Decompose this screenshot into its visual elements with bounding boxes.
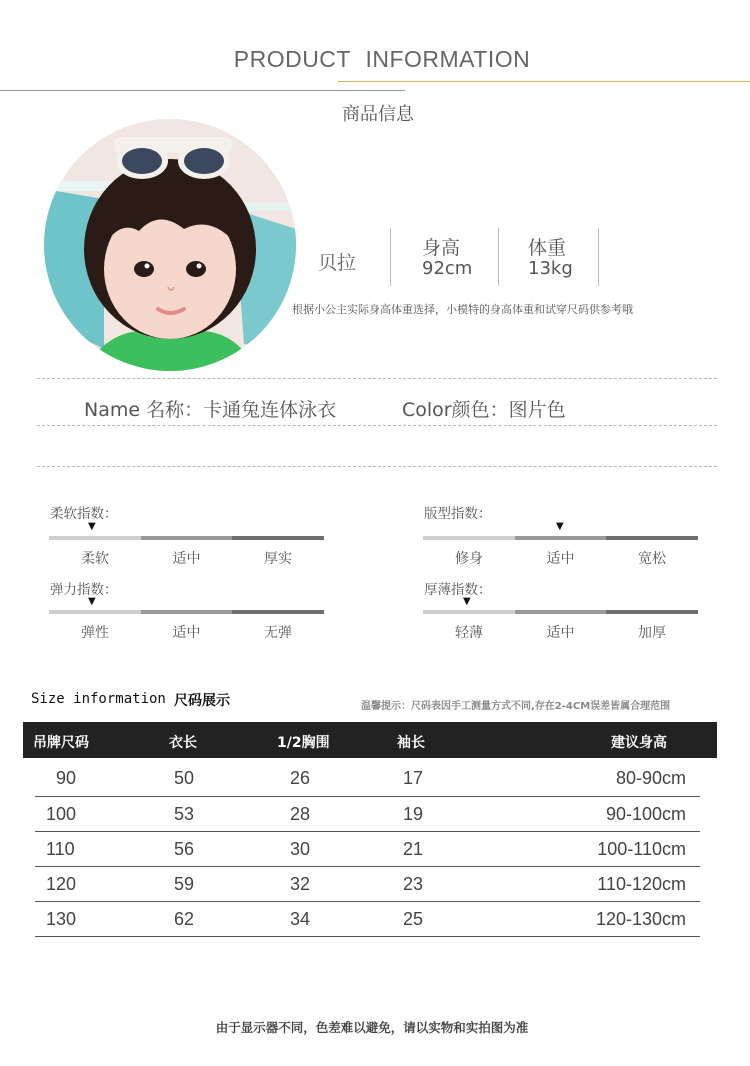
height-label: 身高 — [422, 237, 461, 259]
title-underline-gray — [0, 90, 405, 91]
row-divider — [35, 831, 700, 832]
column-header: 衣长 — [169, 735, 197, 751]
title-underline-gold — [338, 81, 750, 82]
elasticity-bar — [49, 610, 324, 614]
table-cell: 100 — [46, 804, 77, 824]
column-header: 1/2胸围 — [277, 735, 330, 751]
model-note: 根据小公主实际身高体重选择，小模特的身高体重和试穿尺码供参考哦 — [292, 303, 633, 316]
thickness-arrow-icon: ▼ — [463, 596, 471, 607]
table-cell: 26 — [290, 768, 311, 788]
thickness-option: 适中 — [546, 625, 575, 641]
table-cell: 100-110cm — [597, 839, 686, 859]
fit-index-label: 版型指数： — [424, 506, 492, 522]
dashed-divider — [37, 378, 717, 379]
elasticity-option: 无弹 — [264, 625, 292, 641]
table-cell: 62 — [174, 909, 195, 929]
thickness-bar — [423, 610, 698, 614]
elasticity-index-label: 弹力指数： — [50, 582, 118, 598]
size-tip: 温馨提示：尺码表因手工测量方式不同,存在2-4CM误差皆属合理范围 — [361, 701, 671, 712]
fit-option: 修身 — [455, 551, 483, 567]
thickness-option: 加厚 — [638, 625, 666, 641]
fit-bar — [423, 536, 698, 540]
divider — [598, 228, 599, 286]
softness-option: 柔软 — [81, 551, 109, 567]
table-cell: 56 — [174, 839, 195, 859]
divider — [498, 228, 499, 286]
table-cell: 30 — [290, 839, 311, 859]
row-divider — [35, 901, 700, 902]
table-cell: 59 — [174, 874, 195, 894]
divider — [390, 228, 391, 286]
thickness-option: 轻薄 — [455, 625, 483, 641]
elasticity-option: 适中 — [172, 625, 201, 641]
table-cell: 17 — [403, 768, 424, 788]
fit-option: 适中 — [546, 551, 575, 567]
table-cell: 21 — [403, 839, 424, 859]
table-cell: 110 — [46, 839, 75, 859]
footer-note: 由于显示器不同，色差难以避免，请以实物和实拍图为准 — [215, 1020, 529, 1035]
table-cell: 80-90cm — [615, 768, 686, 788]
table-cell: 130 — [46, 909, 77, 929]
table-cell: 90-100cm — [605, 804, 686, 824]
dashed-divider — [37, 425, 717, 426]
table-cell: 53 — [174, 804, 195, 824]
table-cell: 19 — [403, 804, 424, 824]
table-cell: 120-130cm — [595, 909, 686, 929]
model-photo — [44, 119, 296, 371]
softness-option: 厚实 — [264, 551, 292, 567]
table-cell: 120 — [46, 874, 77, 894]
dashed-divider — [37, 466, 717, 467]
softness-index-label: 柔软指数： — [50, 506, 118, 522]
table-cell: 110-120cm — [597, 874, 686, 894]
fit-arrow-icon: ▼ — [556, 521, 564, 532]
row-divider — [35, 936, 700, 937]
table-cell: 90 — [56, 768, 77, 788]
table-cell: 32 — [290, 874, 311, 894]
size-title-en: Size information — [31, 691, 166, 707]
page-title-en: PRODUCT INFORMATION — [233, 46, 531, 72]
column-header: 袖长 — [397, 735, 425, 751]
row-divider — [35, 866, 700, 867]
table-cell: 25 — [403, 909, 424, 929]
column-header: 建议身高 — [611, 735, 667, 751]
row-divider — [35, 796, 700, 797]
column-header: 吊牌尺码 — [33, 735, 89, 751]
softness-arrow-icon: ▼ — [88, 521, 96, 532]
thickness-index-label: 厚薄指数： — [424, 582, 492, 598]
softness-option: 适中 — [172, 551, 201, 567]
table-cell: 34 — [290, 909, 311, 929]
fit-option: 宽松 — [638, 551, 666, 567]
elasticity-arrow-icon: ▼ — [88, 596, 96, 607]
weight-label: 体重 — [528, 237, 567, 259]
softness-bar — [49, 536, 324, 540]
table-cell: 28 — [290, 804, 311, 824]
product-name: Name 名称：卡通兔连体泳衣 — [84, 399, 337, 421]
model-name: 贝拉 — [318, 252, 357, 274]
product-color: Color颜色：图片色 — [402, 399, 566, 421]
weight-value: 13kg — [528, 258, 573, 279]
height-value: 92cm — [422, 258, 473, 279]
elasticity-option: 弹性 — [81, 625, 109, 641]
table-cell: 50 — [174, 768, 195, 788]
table-cell: 23 — [403, 874, 424, 894]
page-title-cn: 商品信息 — [342, 104, 414, 125]
size-title-cn: 尺码展示 — [174, 693, 230, 709]
